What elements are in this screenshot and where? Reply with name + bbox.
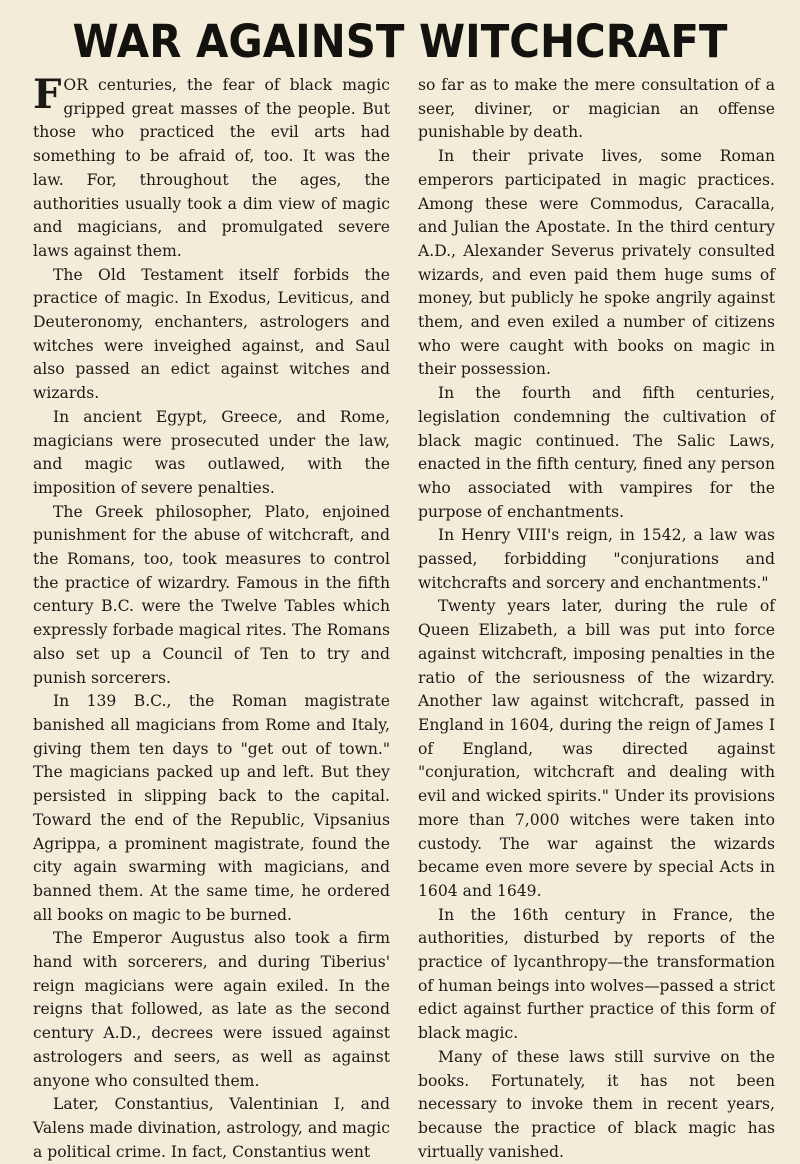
paragraph: In 139 B.C., the Roman magistrate banished all magicians from Rome and Italy, giving them ten days to "get out of town." The magicians packed up and left. But they persisted in slipping back to the capital. Toward the end of the Republic, Vipsanius Agrippa, a prominent magistrate, found the city again swarming with magicians, and banned them. At the same time, he ordered all books on magic to be burned. <box>33 692 390 924</box>
paragraph <box>33 71 390 264</box>
paragraph: In the fourth and fifth centuries, legislation condemning the cultivation of black magic continued. The Salic Laws, enacted in the fifth century, fined any person who associated with vampires for the purpose of enchantments. <box>418 384 775 521</box>
paragraph: Many of these laws still survive on the books. Fortunately, it has not been necessary to invoke them in recent years, because the practice of black magic has virtually vanished. <box>418 1047 775 1161</box>
paragraph: In the 16th century in France, the authorities, disturbed by reports of the practice of lycanthropy—the transformation of human beings into wolves—passed a strict edict against further practice of this form of black magic. <box>418 905 775 1043</box>
paragraph: Twenty years later, during the rule of Queen Elizabeth, a bill was put into force against witchcraft, imposing penalties in the ratio of the seriousness of the wizardry. Another law against witchcraft, passed in England in 1604, during the reign of James I of England, was directed against "conjuration, witchcraft and dealing with evil and wicked spirits." Under its provisions more than 7,000 witches were taken into custody. The war against the wizards became even more severe by special Acts in 1604 and 1649. <box>418 597 775 900</box>
paragraph: The Greek philosopher, Plato, enjoined punishment for the abuse of witchcraft, and the Romans, too, took measures to control the practice of wizardry. Famous in the fifth century B.C. were the Twelve Tables which expressly forbade magical rites. The Romans also set up a Council of Ten to try and punish sorcerers. <box>33 502 390 687</box>
right-column <box>418 74 775 1164</box>
paragraph-text: centuries, the fear of black magic gripped great masses of the people. But those who practiced the evil arts had something to be afraid of, too. It was the law. For, throughout the ages, the authorities usually took a dim view of magic and magicians, and promulgated severe laws against them. <box>33 76 390 260</box>
lead-in: OR <box>63 76 88 94</box>
paragraph: The Emperor Augustus also took a firm hand with sorcerers, and during Tiberius' reign magicians were again exiled. In the reigns that followed, as late as the second century A.D., decrees were issued against astrologers and seers, as well as against anyone who consulted them. <box>33 929 390 1090</box>
paragraph: Later, Constantius, Valentinian I, and Valens made divination, astrology, and magic a political crime. In fact, Constantius went <box>33 1095 390 1161</box>
paragraph: so far as to make the mere consultation of a seer, diviner, or magician an offense punishable by death. <box>418 76 775 142</box>
drop-cap: F <box>33 71 62 118</box>
paragraph: The Old Testament itself forbids the practice of magic. In Exodus, Leviticus, and Deuteronomy, enchanters, astrologers and witches were inveighed against, and Saul also passed an edict against witches and wizards. <box>33 265 390 403</box>
left-column <box>33 71 390 1164</box>
paragraph: In ancient Egypt, Greece, and Rome, magicians were prosecuted under the law, and magic was outlawed, with the imposition of severe penalties. <box>33 407 390 497</box>
paragraph: In Henry VIII's reign, in 1542, a law was passed, forbidding "conjurations and witchcrafts and sorcery and enchantments." <box>418 526 775 592</box>
paragraph: In their private lives, some Roman emperors participated in magic practices. Among these were Commodus, Caracalla, and Julian the Apostate. In the third century A.D., Alexander Severus privately consulted wizards, and even paid them huge sums of money, but publicly he spoke angrily against them, and even exiled a number of citizens who were caught with books on magic in their possession. <box>418 147 775 379</box>
article-title: WAR AGAINST WITCHCRAFT <box>72 15 728 68</box>
